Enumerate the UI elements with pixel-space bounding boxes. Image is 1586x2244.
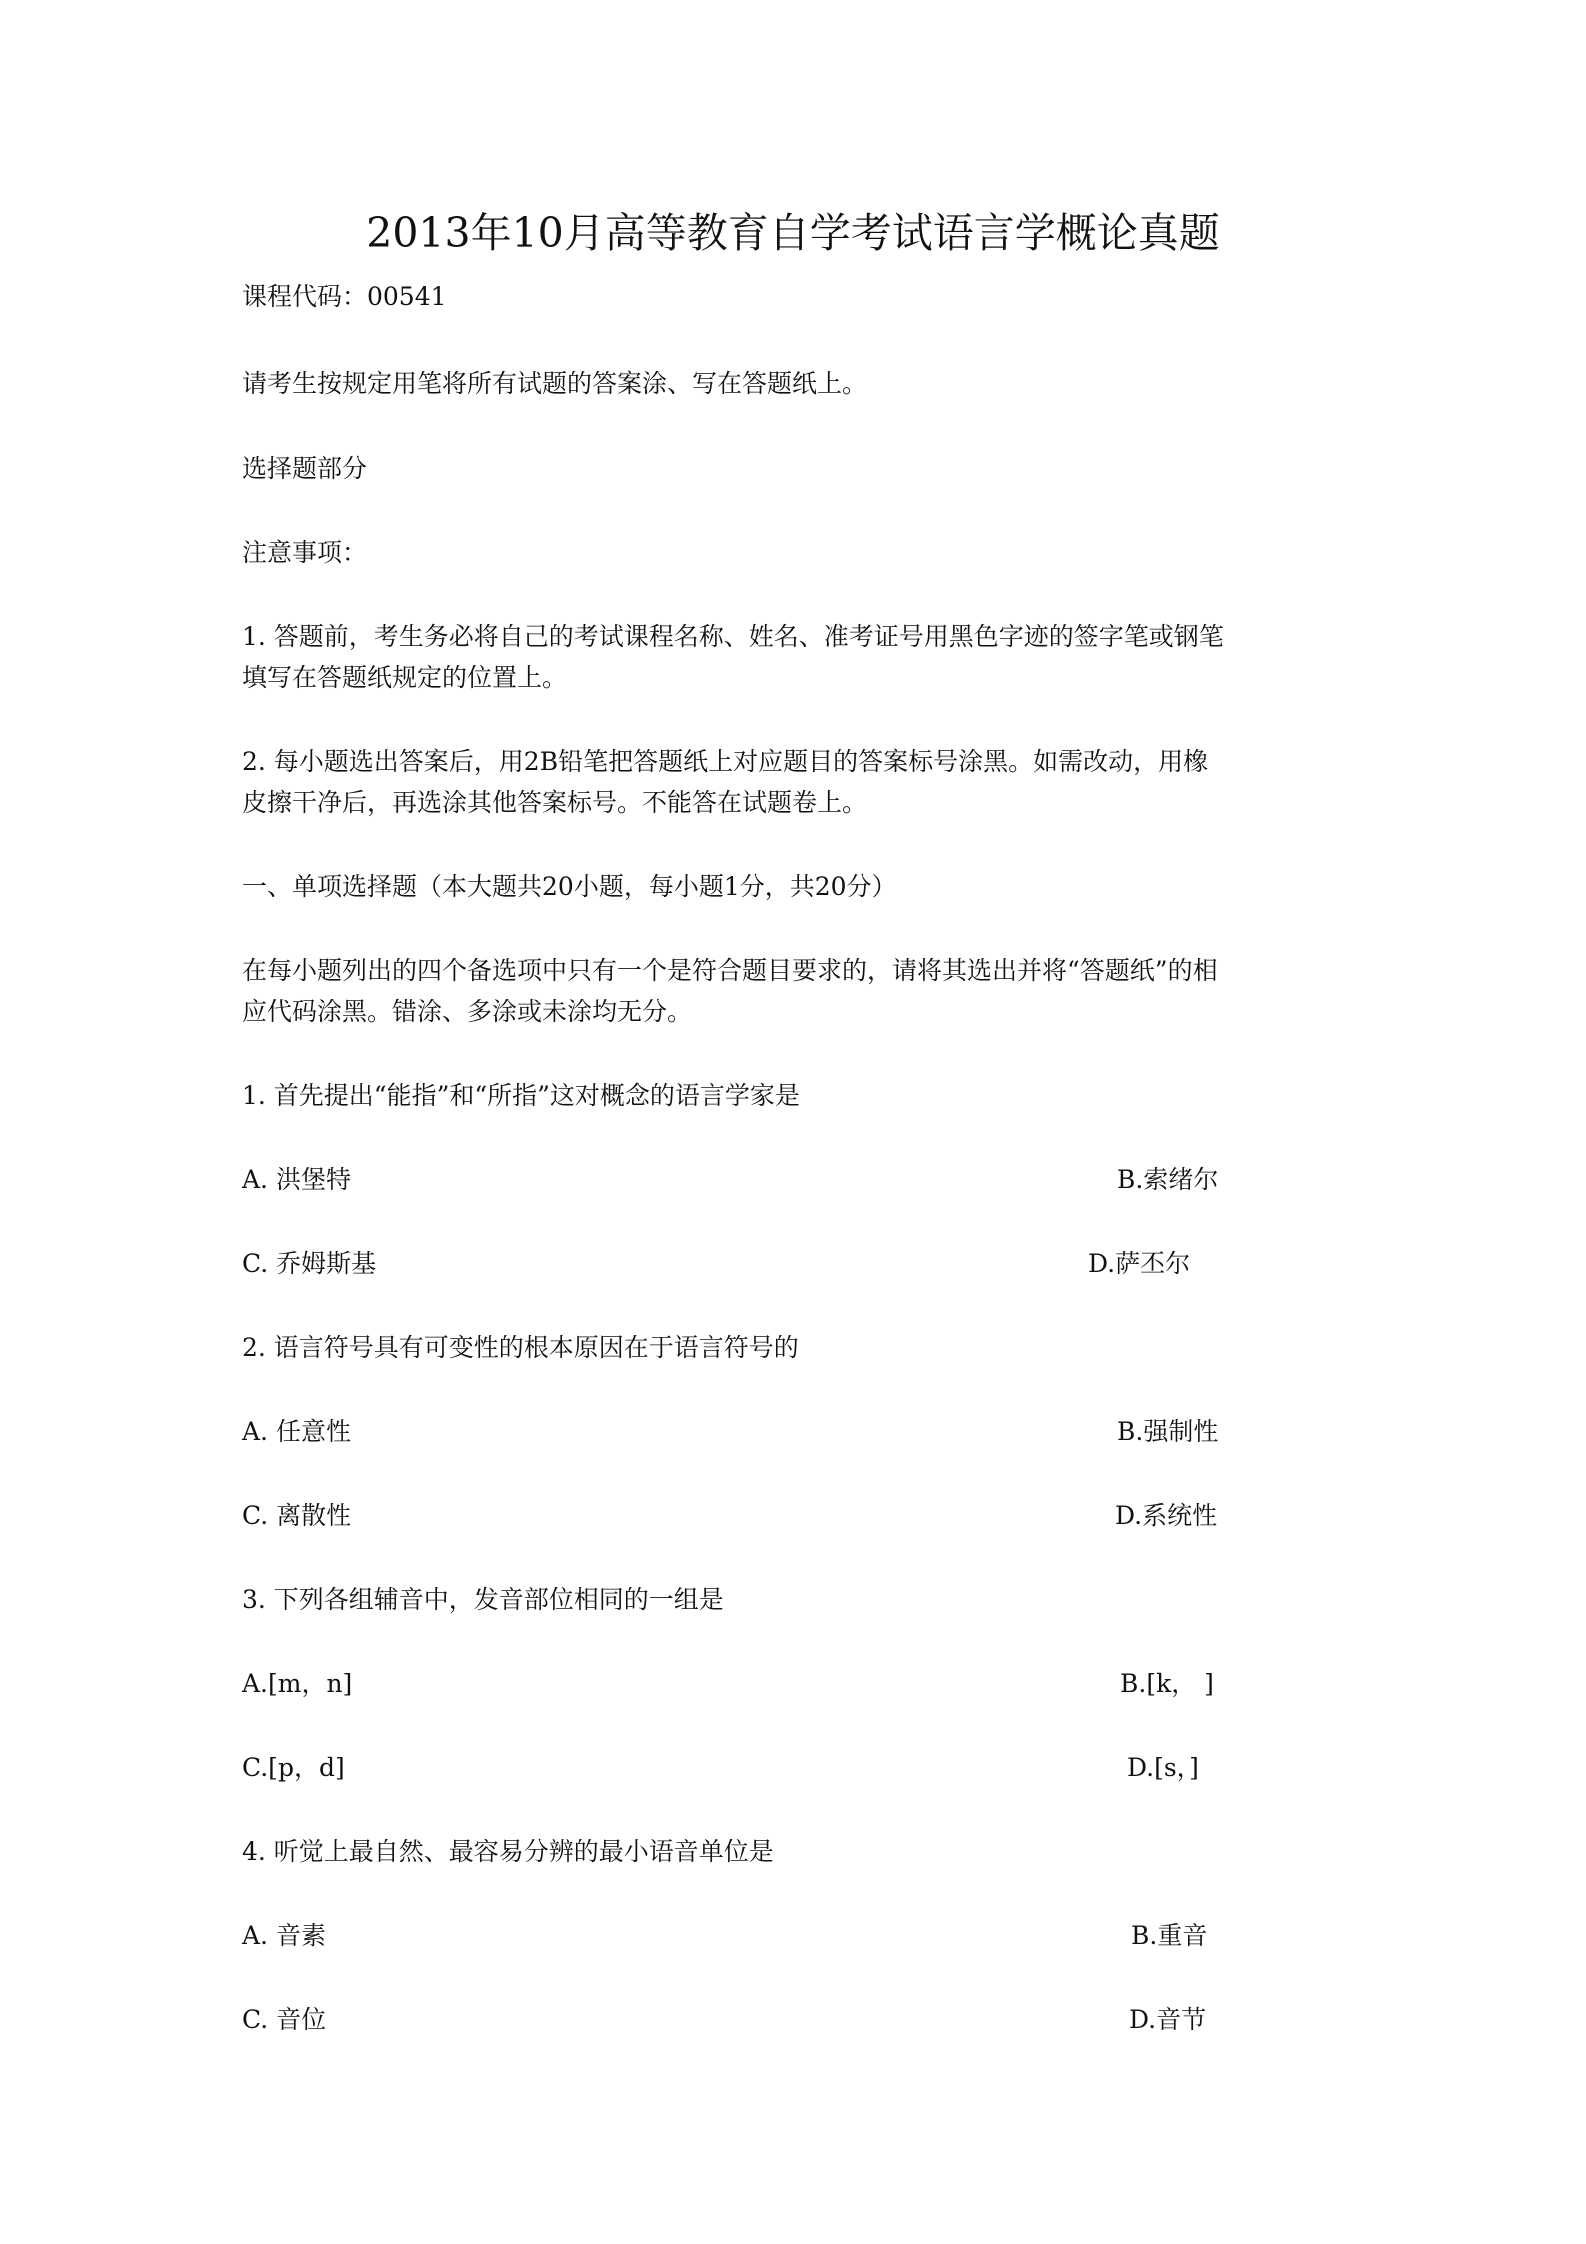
question-3-option-a: A.[m，n] [242, 1669, 353, 1698]
question-4-option-a: A. 音素 [242, 1921, 326, 1950]
section-label: 选择题部分 [242, 454, 368, 483]
notes-label: 注意事项： [242, 538, 368, 567]
instruction-text: 请考生按规定用笔将所有试题的答案涂、写在答题纸上。 [242, 369, 868, 398]
question-1-stem: 1. 首先提出“能指”和“所指”这对概念的语言学家是 [242, 1081, 800, 1110]
question-1-option-d: D.萨丕尔 [1088, 1249, 1191, 1278]
question-4-stem: 4. 听觉上最自然、最容易分辨的最小语音单位是 [242, 1837, 774, 1866]
course-code: 课程代码：00541 [242, 282, 447, 311]
note-1-line-1: 1. 答题前，考生务必将自己的考试课程名称、姓名、准考证号用黑色字迹的签字笔或钢笔 [242, 622, 1224, 651]
part-1-desc-line-2: 应代码涂黑。错涂、多涂或未涂均无分。 [242, 997, 693, 1026]
question-4-option-c: C. 音位 [242, 2005, 327, 2034]
question-1-option-c: C. 乔姆斯基 [242, 1249, 377, 1278]
note-2-line-1: 2. 每小题选出答案后，用2B铅笔把答题纸上对应题目的答案标号涂黑。如需改动，用橡 [242, 747, 1209, 776]
question-4-option-d: D.音节 [1129, 2005, 1207, 2034]
question-3-option-c: C.[p，d] [242, 1753, 345, 1782]
question-1-option-a: A. 洪堡特 [242, 1165, 351, 1194]
question-2-option-a: A. 任意性 [242, 1417, 351, 1446]
question-3-option-b: B.[k， ] [1120, 1669, 1214, 1698]
question-3-option-d: D.[s，] [1127, 1753, 1199, 1782]
question-3-stem: 3. 下列各组辅音中，发音部位相同的一组是 [242, 1585, 724, 1614]
question-2-option-b: B.强制性 [1117, 1417, 1219, 1446]
question-2-option-c: C. 离散性 [242, 1501, 352, 1530]
question-2-option-d: D.系统性 [1115, 1501, 1218, 1530]
part-1-desc-line-1: 在每小题列出的四个备选项中只有一个是符合题目要求的，请将其选出并将“答题纸”的相 [242, 956, 1218, 985]
question-1-option-b: B.索绪尔 [1117, 1165, 1219, 1194]
page-title: 2013年10月高等教育自学考试语言学概论真题 [366, 209, 1220, 257]
question-4-option-b: B.重音 [1131, 1921, 1208, 1950]
question-2-stem: 2. 语言符号具有可变性的根本原因在于语言符号的 [242, 1333, 799, 1362]
note-2-line-2: 皮擦干净后，再选涂其他答案标号。不能答在试题卷上。 [242, 788, 868, 817]
note-1-line-2: 填写在答题纸规定的位置上。 [242, 663, 568, 692]
part-1-heading: 一、单项选择题（本大题共20小题，每小题1分，共20分） [242, 872, 897, 901]
